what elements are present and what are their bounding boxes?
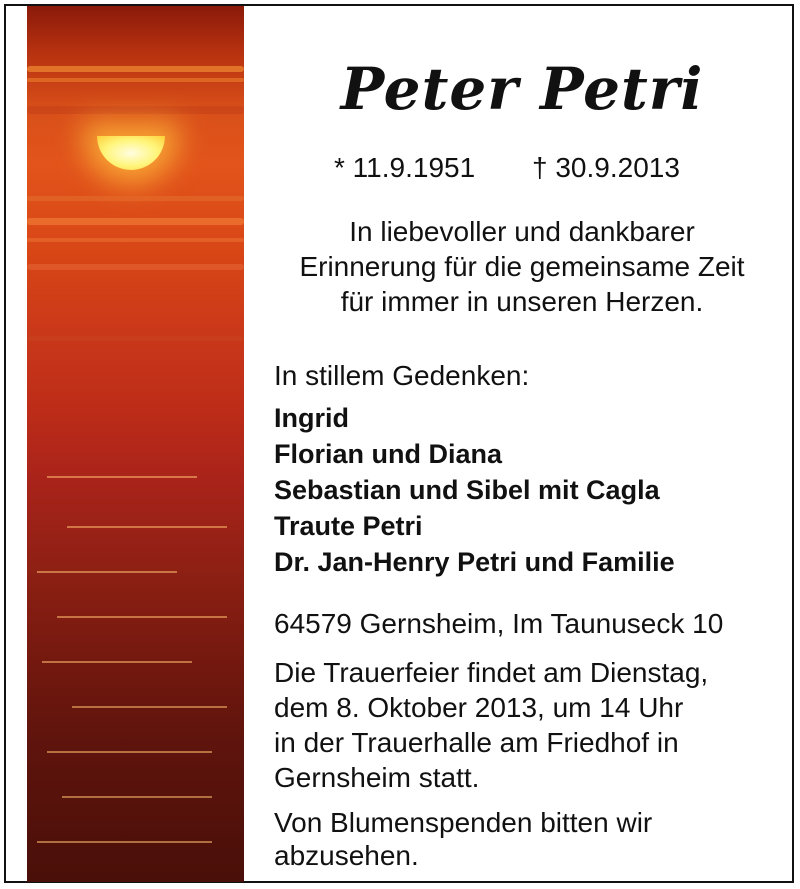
- water-glint: [72, 706, 227, 708]
- dedication-line: für immer in unseren Herzen.: [340, 286, 704, 317]
- water-glint: [37, 571, 177, 573]
- cloud-streak: [27, 238, 244, 242]
- cloud-streak: [27, 218, 244, 225]
- water-glint: [47, 751, 212, 753]
- dedication-line: Erinnerung für die gemeinsame Zeit: [299, 251, 745, 282]
- flowers-note-line: abzusehen.: [274, 840, 419, 871]
- cloud-streak: [27, 78, 244, 82]
- water-glint: [57, 616, 227, 618]
- ceremony-line: Die Trauerfeier findet am Dienstag,: [274, 657, 709, 688]
- mourner-name: Ingrid: [274, 403, 349, 433]
- water-glint: [42, 661, 192, 663]
- funeral-ceremony-notice: [274, 655, 708, 795]
- mourner-name: Traute Petri: [274, 511, 423, 541]
- sun-icon: [97, 136, 165, 170]
- mourner-name: Sebastian und Sibel mit Cagla: [274, 475, 660, 505]
- water-glint: [62, 796, 212, 798]
- flowers-note-line: Von Blumenspenden bitten wir: [274, 807, 653, 838]
- flowers-note: [274, 806, 652, 872]
- water-glint: [67, 526, 227, 528]
- sunset-over-sea-image: [27, 6, 244, 882]
- mourners-list: [274, 400, 675, 580]
- cloud-streak: [27, 196, 244, 201]
- dedication-line: In liebevoller und dankbarer: [349, 216, 695, 247]
- deceased-name: Peter Petri: [340, 55, 704, 123]
- cloud-streak: [27, 106, 244, 114]
- cloud-streak: [27, 336, 244, 341]
- dedication-text: [244, 214, 800, 319]
- mourner-name: Dr. Jan-Henry Petri und Familie: [274, 547, 675, 577]
- mourning-heading: In stillem Gedenken:: [274, 360, 530, 391]
- ceremony-line: in der Trauerhalle am Friedhof in: [274, 727, 679, 758]
- mourner-name: Florian und Diana: [274, 439, 503, 469]
- water-glint: [47, 476, 197, 478]
- birth-date: * 11.9.1951: [334, 152, 476, 183]
- ceremony-line: Gernsheim statt.: [274, 762, 480, 793]
- cloud-streak: [27, 264, 244, 270]
- water-glint: [37, 841, 212, 843]
- death-date: † 30.9.2013: [532, 152, 680, 183]
- cloud-streak: [27, 66, 244, 72]
- family-address: 64579 Gernsheim, Im Taunuseck 10: [274, 608, 724, 639]
- obituary-text-panel: [244, 0, 800, 889]
- ceremony-line: dem 8. Oktober 2013, um 14 Uhr: [274, 692, 684, 723]
